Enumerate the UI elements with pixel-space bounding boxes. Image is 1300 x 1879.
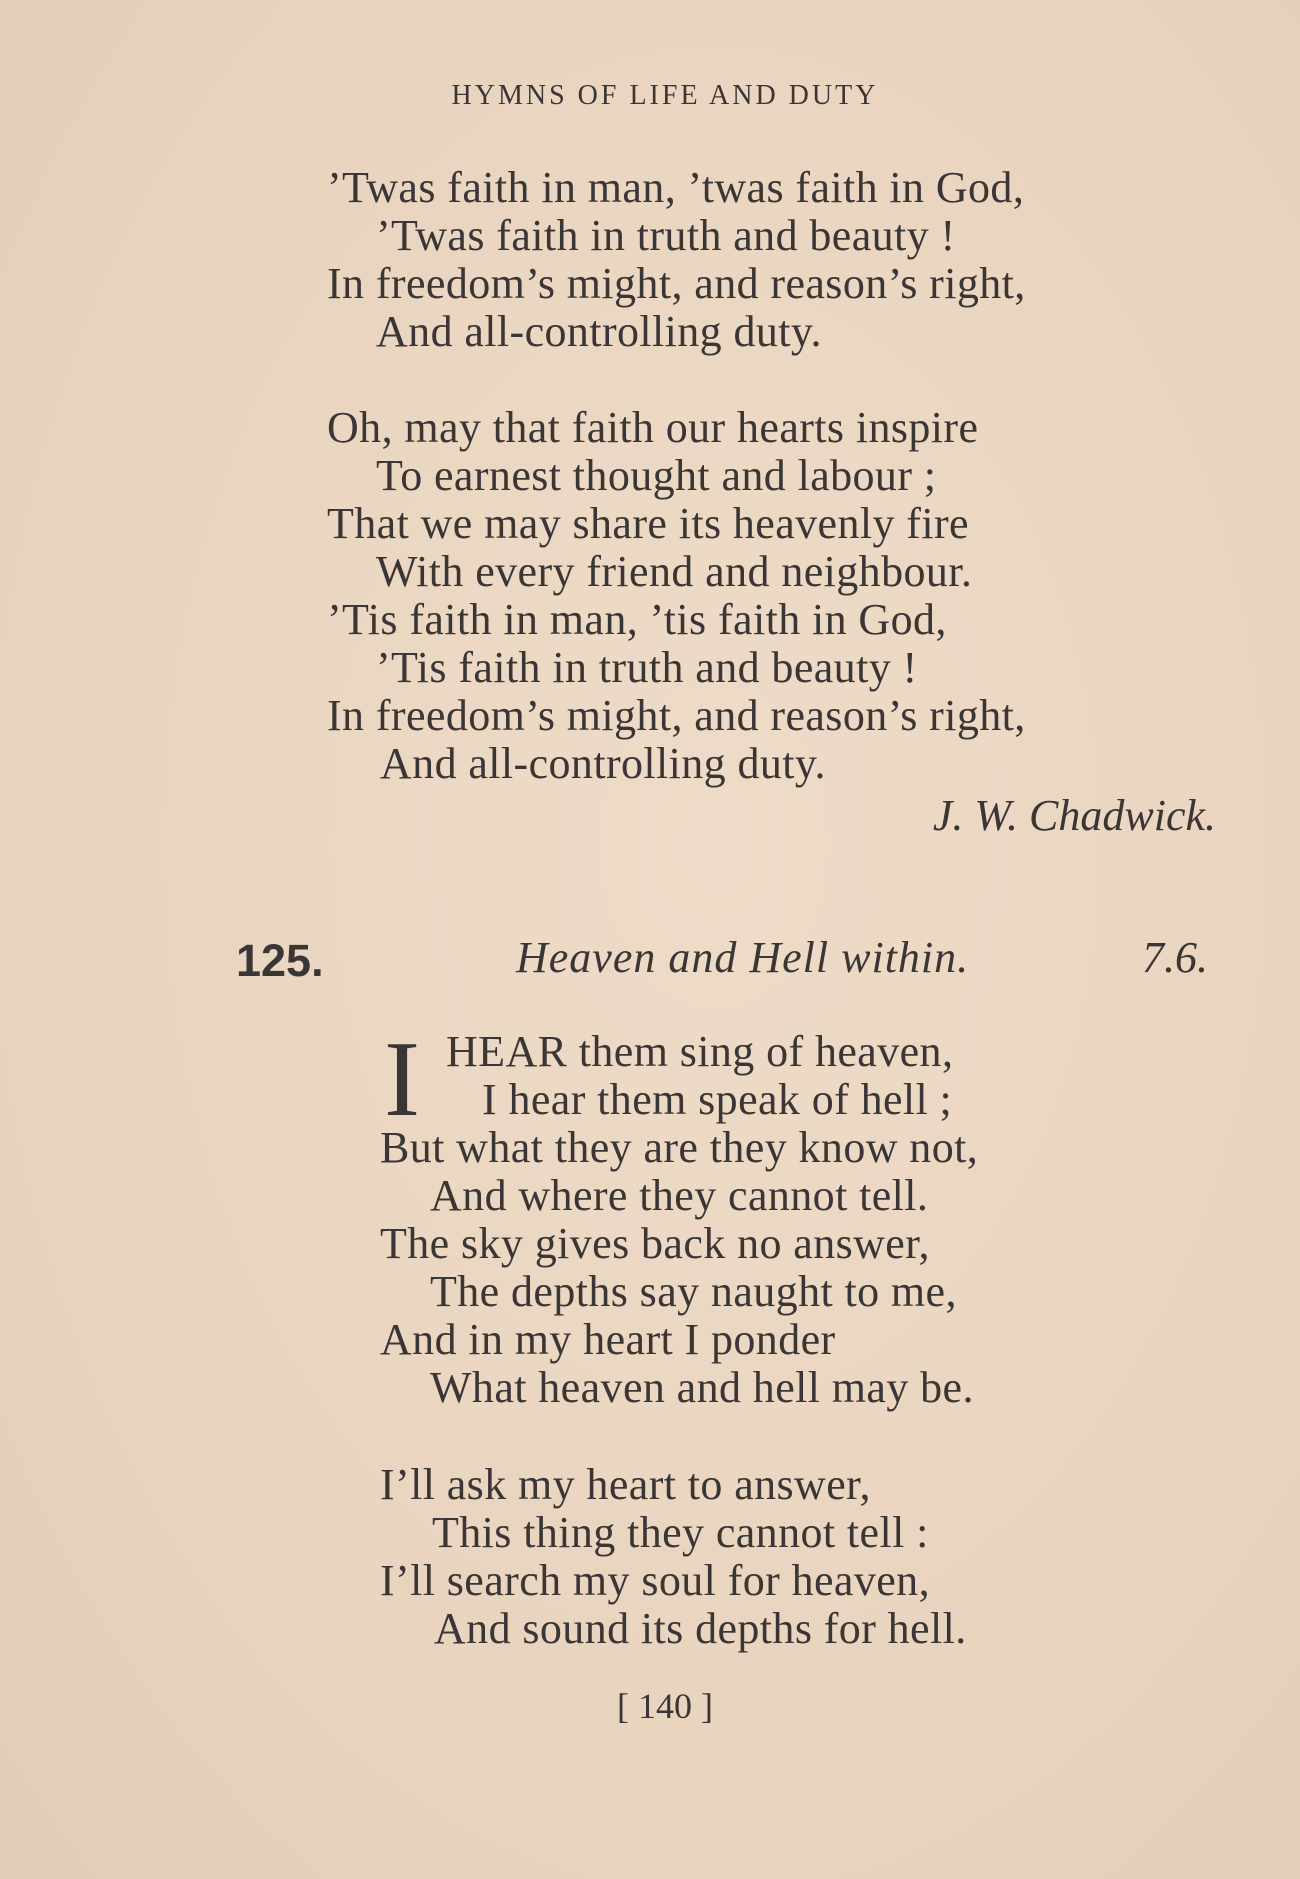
verse-line: HEAR them sing of heaven, <box>446 1027 954 1076</box>
verse-line: The depths say naught to me, <box>430 1267 957 1316</box>
author-attribution: J. W. Chadwick. <box>932 791 1216 840</box>
verse-line: In freedom’s might, and reason’s right, <box>327 259 1026 308</box>
verse-line: And all-controlling duty. <box>376 307 822 356</box>
verse-line: But what they are they know not, <box>380 1123 979 1172</box>
verse-line: I’ll search my soul for heaven, <box>380 1556 930 1605</box>
verse-line: The sky gives back no answer, <box>380 1219 930 1268</box>
verse-line: What heaven and hell may be. <box>430 1363 974 1412</box>
hymn-title: Heaven and Hell within. <box>516 933 970 982</box>
verse-line: To earnest thought and labour ; <box>376 451 937 500</box>
drop-cap: I <box>384 1020 420 1139</box>
verse-line: ’Twas faith in truth and beauty ! <box>376 211 956 260</box>
verse-line: ’Twas faith in man, ’twas faith in God, <box>327 163 1025 212</box>
verse-line: Oh, may that faith our hearts inspire <box>327 403 979 452</box>
verse-line: In freedom’s might, and reason’s right, <box>327 691 1026 740</box>
verse-line: ’Tis faith in man, ’tis faith in God, <box>327 595 947 644</box>
verse-line: That we may share its heavenly fire <box>327 499 969 548</box>
verse-line: ’Tis faith in truth and beauty ! <box>376 643 918 692</box>
verse-line: And in my heart I ponder <box>380 1315 836 1364</box>
verse-line: And where they cannot tell. <box>430 1171 929 1220</box>
verse-line: With every friend and neighbour. <box>376 547 973 596</box>
verse-line: And all-controlling duty. <box>380 739 826 788</box>
hymn-number: 125. <box>236 935 324 986</box>
hymn-meter: 7.6. <box>1142 933 1208 982</box>
verse-line: And sound its depths for hell. <box>434 1604 967 1653</box>
verse-line: This thing they cannot tell : <box>432 1508 929 1557</box>
verse-line: I’ll ask my heart to answer, <box>380 1460 871 1509</box>
running-header: HYMNS OF LIFE AND DUTY <box>451 80 879 111</box>
verse-line: I hear them speak of hell ; <box>482 1075 953 1124</box>
page-number: [ 140 ] <box>617 1686 713 1726</box>
